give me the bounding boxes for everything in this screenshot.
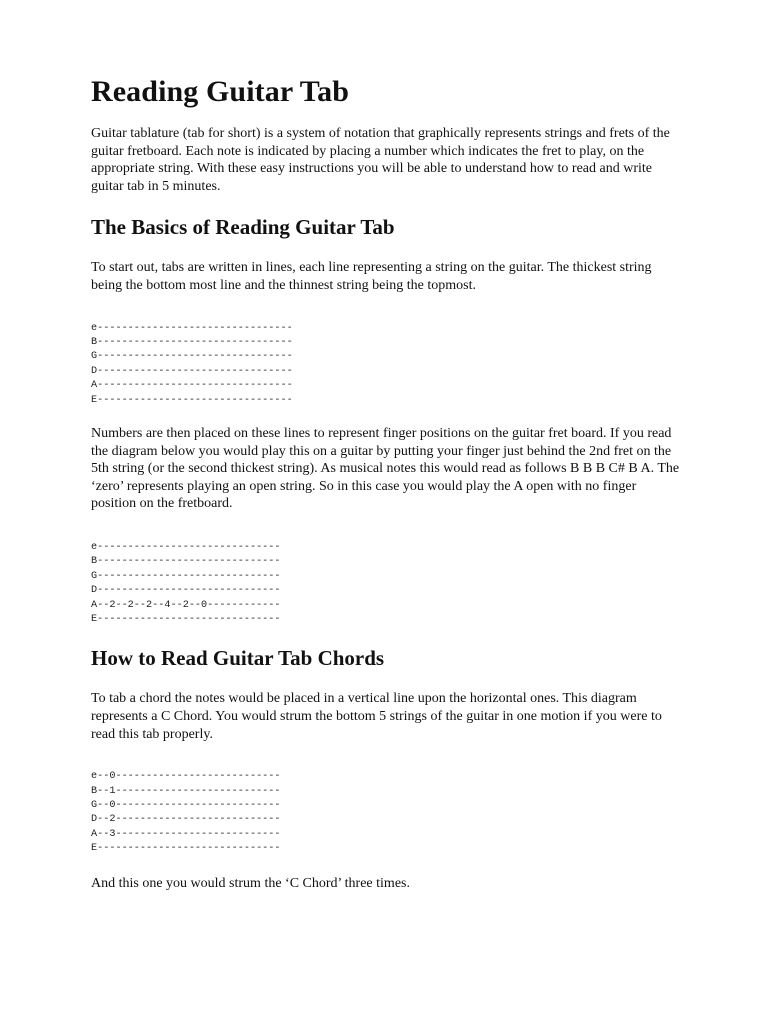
intro-paragraph: Guitar tablature (tab for short) is a system of notation that graphically represents strings and frets of the guitar fretboard. Each note is indicated by placing a number which indicates the fret to play, on the appropriate string. With these easy instructions you will be able to understand how to read and write guitar tab in 5 minutes. xyxy=(91,126,670,194)
finger-positions-paragraph: Numbers are then placed on these lines to represent finger positions on the guitar fret board. If you read the diagram below you would play this on a guitar by putting your finger just behind the 2nd fret on the 5th string (or the second thickest string). As musical notes this would read as follows B B B C# B A. The ‘zero’ represents playing an open string. So in this case you would play the A open with no finger position on the fretboard. xyxy=(91,426,680,512)
tab-diagram-notes: e------------------------------ B------------------------------ G------------------------------ D------------------------------ A--2--2--2--4--2--0------------ E------------------------------ xyxy=(91,541,281,625)
section-heading-chords: How to Read Guitar Tab Chords xyxy=(91,646,385,671)
chords-paragraph: To tab a chord the notes would be placed in a vertical line upon the horizontal ones. This diagram represents a C Chord. You would strum the bottom 5 strings of the guitar in one motion if you were to read this tab properly. xyxy=(91,691,662,742)
page-title: Reading Guitar Tab xyxy=(91,75,350,108)
tab-diagram-empty-strings: e-------------------------------- B-------------------------------- G-------------------------------- D-------------------------------- A-------------------------------- E-------------------------------- xyxy=(91,322,293,406)
tab-diagram-c-chord: e--0--------------------------- B--1--------------------------- G--0--------------------------- D--2--------------------------- A--3--------------------------- E------------------------------ xyxy=(91,771,281,855)
section-heading-basics: The Basics of Reading Guitar Tab xyxy=(91,215,395,240)
document-page xyxy=(91,0,683,892)
basics-paragraph: To start out, tabs are written in lines, each line representing a string on the guitar. The thickest string being the bottom most line and the thinnest string being the topmost. xyxy=(91,260,652,293)
strum-paragraph: And this one you would strum the ‘C Chord’ three times. xyxy=(91,875,410,891)
